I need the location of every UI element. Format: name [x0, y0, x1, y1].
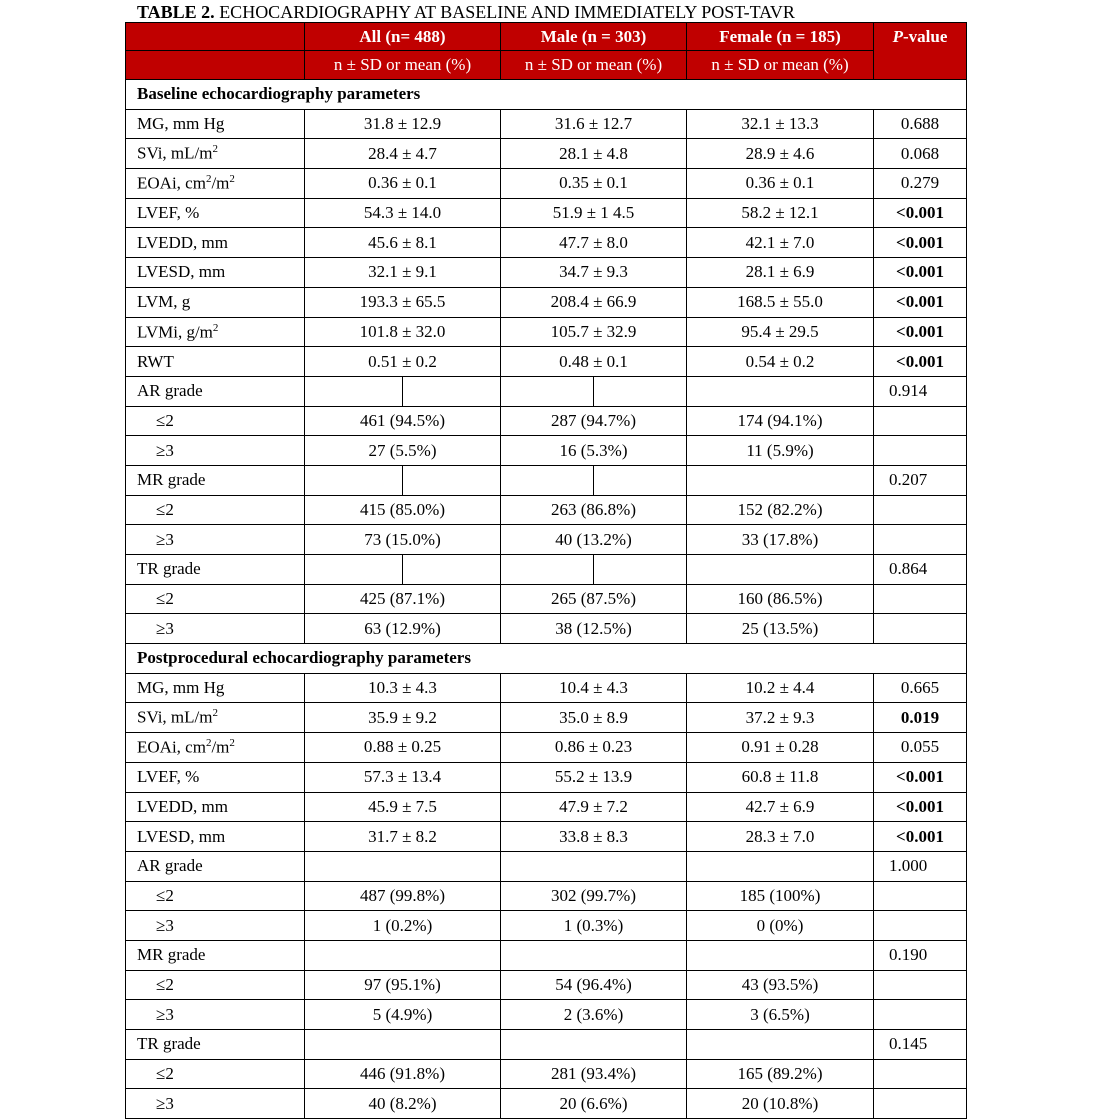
- pvalue-italic: P: [892, 26, 903, 46]
- header-blank: [126, 23, 305, 51]
- subheader-male: n ± SD or mean (%): [501, 51, 687, 80]
- row-label: LVEF, %: [126, 762, 305, 792]
- table-row: [126, 673, 967, 703]
- grade-empty-female: [687, 1030, 874, 1060]
- cell-female: 28.1 ± 6.9: [687, 258, 874, 288]
- grade-empty-female: [687, 465, 874, 495]
- subgrade-row: [126, 970, 967, 1000]
- row-label: LVEF, %: [126, 198, 305, 228]
- grade-empty-male: [501, 465, 687, 495]
- superscript: 2: [229, 173, 235, 186]
- subgrade-label: ≥3: [126, 911, 305, 941]
- cell-pvalue: <0.001: [874, 198, 967, 228]
- cell-male: 35.0 ± 8.9: [501, 703, 687, 733]
- grade-row: [126, 465, 967, 495]
- echocardiography-table: [125, 22, 967, 1119]
- cell-male: 47.7 ± 8.0: [501, 228, 687, 258]
- grade-empty-female: [687, 555, 874, 585]
- split-right: [594, 466, 686, 495]
- row-label: LVM, g: [126, 287, 305, 317]
- cell-male: 287 (94.7%): [501, 406, 687, 436]
- cell-male: 265 (87.5%): [501, 584, 687, 614]
- split-left: [501, 555, 594, 584]
- cell-female: 0.54 ± 0.2: [687, 347, 874, 377]
- cell-male: 208.4 ± 66.9: [501, 287, 687, 317]
- cell-male: 302 (99.7%): [501, 881, 687, 911]
- cell-male: 281 (93.4%): [501, 1059, 687, 1089]
- cell-pvalue: <0.001: [874, 762, 967, 792]
- grade-empty-all: [305, 940, 501, 970]
- subgrade-label: ≤2: [126, 406, 305, 436]
- cell-all: 63 (12.9%): [305, 614, 501, 644]
- cell-pvalue: [874, 881, 967, 911]
- subgrade-label: ≥3: [126, 614, 305, 644]
- cell-all: 35.9 ± 9.2: [305, 703, 501, 733]
- cell-all: 5 (4.9%): [305, 1000, 501, 1030]
- cell-all: 487 (99.8%): [305, 881, 501, 911]
- split-left: [305, 555, 403, 584]
- cell-female: 33 (17.8%): [687, 525, 874, 555]
- cell-male: 55.2 ± 13.9: [501, 762, 687, 792]
- cell-male: 54 (96.4%): [501, 970, 687, 1000]
- row-label: MG, mm Hg: [126, 673, 305, 703]
- subheader-all: n ± SD or mean (%): [305, 51, 501, 80]
- cell-female: 0.91 ± 0.28: [687, 733, 874, 763]
- subheader-row: [126, 51, 967, 80]
- row-label: LVESD, mm: [126, 822, 305, 852]
- cell-all: 73 (15.0%): [305, 525, 501, 555]
- cell-female: 37.2 ± 9.3: [687, 703, 874, 733]
- cell-pvalue: 0.688: [874, 109, 967, 139]
- split-cell: [501, 466, 686, 495]
- section-title: Postprocedural echocardiography parameters: [126, 644, 967, 674]
- cell-female: 43 (93.5%): [687, 970, 874, 1000]
- grade-empty-male: [501, 940, 687, 970]
- cell-pvalue: [874, 614, 967, 644]
- cell-all: 425 (87.1%): [305, 584, 501, 614]
- cell-all: 193.3 ± 65.5: [305, 287, 501, 317]
- cell-pvalue: [874, 525, 967, 555]
- cell-pvalue: <0.001: [874, 347, 967, 377]
- cell-female: 160 (86.5%): [687, 584, 874, 614]
- subgrade-row: [126, 614, 967, 644]
- split-left: [501, 377, 594, 406]
- table-row: [126, 139, 967, 169]
- header-pvalue: [874, 23, 967, 51]
- cell-all: 31.8 ± 12.9: [305, 109, 501, 139]
- grade-pvalue: 0.864: [874, 555, 967, 585]
- cell-male: 31.6 ± 12.7: [501, 109, 687, 139]
- cell-pvalue: 0.068: [874, 139, 967, 169]
- row-label: EOAi, $cm^2/m^2$: [126, 733, 305, 763]
- superscript: 2: [212, 321, 219, 334]
- cell-female: 95.4 ± 29.5: [687, 317, 874, 347]
- cell-pvalue: <0.001: [874, 317, 967, 347]
- table-row: [126, 792, 967, 822]
- cell-pvalue: <0.001: [874, 287, 967, 317]
- cell-male: 2 (3.6%): [501, 1000, 687, 1030]
- table-row: [126, 822, 967, 852]
- table-row: [126, 762, 967, 792]
- split-cell: [305, 555, 500, 584]
- split-right: [594, 377, 686, 406]
- section-title: Baseline echocardiography parameters: [126, 80, 967, 110]
- grade-row: [126, 376, 967, 406]
- pvalue-rest: -value: [903, 26, 948, 46]
- subgrade-label: ≥3: [126, 1089, 305, 1119]
- cell-female: 10.2 ± 4.4: [687, 673, 874, 703]
- grade-row: [126, 851, 967, 881]
- cell-female: 28.3 ± 7.0: [687, 822, 874, 852]
- row-label: LVMi, $g/m^2$: [126, 317, 305, 347]
- cell-female: 25 (13.5%): [687, 614, 874, 644]
- cell-pvalue: 0.055: [874, 733, 967, 763]
- cell-all: 28.4 ± 4.7: [305, 139, 501, 169]
- grade-empty-all: [305, 1030, 501, 1060]
- cell-female: 185 (100%): [687, 881, 874, 911]
- split-cell: [305, 377, 500, 406]
- superscript: 2: [205, 737, 212, 750]
- cell-female: 32.1 ± 13.3: [687, 109, 874, 139]
- cell-all: 0.88 ± 0.25: [305, 733, 501, 763]
- cell-pvalue: [874, 584, 967, 614]
- grade-empty-all: [305, 851, 501, 881]
- cell-pvalue: 0.665: [874, 673, 967, 703]
- cell-all: 0.51 ± 0.2: [305, 347, 501, 377]
- cell-male: 0.35 ± 0.1: [501, 169, 687, 199]
- grade-empty-female: [687, 851, 874, 881]
- cell-female: 165 (89.2%): [687, 1059, 874, 1089]
- cell-all: 32.1 ± 9.1: [305, 258, 501, 288]
- row-label: RWT: [126, 347, 305, 377]
- cell-pvalue: [874, 1000, 967, 1030]
- header-male: Male (n = 303): [501, 23, 687, 51]
- table-row: [126, 258, 967, 288]
- grade-row: [126, 940, 967, 970]
- cell-pvalue: [874, 911, 967, 941]
- cell-male: 40 (13.2%): [501, 525, 687, 555]
- cell-female: 42.1 ± 7.0: [687, 228, 874, 258]
- cell-all: 415 (85.0%): [305, 495, 501, 525]
- cell-female: 0.36 ± 0.1: [687, 169, 874, 199]
- table-row: [126, 109, 967, 139]
- cell-female: 60.8 ± 11.8: [687, 762, 874, 792]
- cell-pvalue: <0.001: [874, 228, 967, 258]
- row-label: LVESD, mm: [126, 258, 305, 288]
- grade-label: AR grade: [126, 376, 305, 406]
- superscript: 2: [212, 143, 218, 156]
- table-body: [126, 80, 967, 1119]
- row-label: EOAi, $cm^2/m^2$: [126, 169, 305, 199]
- cell-pvalue: [874, 1059, 967, 1089]
- section-row: [126, 644, 967, 674]
- cell-all: 1 (0.2%): [305, 911, 501, 941]
- table-row: [126, 317, 967, 347]
- cell-all: 446 (91.8%): [305, 1059, 501, 1089]
- grade-empty-all: [305, 465, 501, 495]
- section-row: [126, 80, 967, 110]
- grade-empty-male: [501, 555, 687, 585]
- cell-male: 10.4 ± 4.3: [501, 673, 687, 703]
- grade-pvalue: 1.000: [874, 851, 967, 881]
- cell-female: 174 (94.1%): [687, 406, 874, 436]
- cell-pvalue: [874, 436, 967, 466]
- grade-pvalue: 0.145: [874, 1030, 967, 1060]
- cell-all: 45.6 ± 8.1: [305, 228, 501, 258]
- cell-male: 34.7 ± 9.3: [501, 258, 687, 288]
- cell-all: 101.8 ± 32.0: [305, 317, 501, 347]
- cell-male: 20 (6.6%): [501, 1089, 687, 1119]
- cell-male: 16 (5.3%): [501, 436, 687, 466]
- subgrade-label: ≤2: [126, 495, 305, 525]
- cell-female: 42.7 ± 6.9: [687, 792, 874, 822]
- grade-label: TR grade: [126, 555, 305, 585]
- split-cell: [501, 555, 686, 584]
- row-label: LVEDD, mm: [126, 792, 305, 822]
- cell-female: 28.9 ± 4.6: [687, 139, 874, 169]
- cell-pvalue: <0.001: [874, 822, 967, 852]
- cell-male: 38 (12.5%): [501, 614, 687, 644]
- grade-empty-female: [687, 376, 874, 406]
- cell-pvalue: <0.001: [874, 792, 967, 822]
- cell-male: 105.7 ± 32.9: [501, 317, 687, 347]
- cell-pvalue: 0.019: [874, 703, 967, 733]
- subgrade-label: ≤2: [126, 881, 305, 911]
- grade-pvalue: 0.207: [874, 465, 967, 495]
- cell-all: 57.3 ± 13.4: [305, 762, 501, 792]
- cell-female: 58.2 ± 12.1: [687, 198, 874, 228]
- subheader-female: n ± SD or mean (%): [687, 51, 874, 80]
- cell-male: 1 (0.3%): [501, 911, 687, 941]
- split-right: [403, 377, 500, 406]
- cell-male: 0.48 ± 0.1: [501, 347, 687, 377]
- row-label: SVi, $mL/m^2$: [126, 703, 305, 733]
- grade-row: [126, 1030, 967, 1060]
- subheader-blank: [126, 51, 305, 80]
- cell-male: 28.1 ± 4.8: [501, 139, 687, 169]
- subgrade-label: ≥3: [126, 525, 305, 555]
- subgrade-row: [126, 436, 967, 466]
- split-cell: [305, 466, 500, 495]
- table-row: [126, 169, 967, 199]
- cell-male: 0.86 ± 0.23: [501, 733, 687, 763]
- subheader-pvalue: [874, 51, 967, 80]
- caption-text: ECHOCARDIOGRAPHY AT BASELINE AND IMMEDIATELY POST-TAVR: [214, 2, 795, 22]
- grade-empty-male: [501, 851, 687, 881]
- cell-all: 97 (95.1%): [305, 970, 501, 1000]
- grade-empty-male: [501, 376, 687, 406]
- subgrade-label: ≤2: [126, 970, 305, 1000]
- subgrade-row: [126, 495, 967, 525]
- cell-all: 54.3 ± 14.0: [305, 198, 501, 228]
- split-right: [403, 466, 500, 495]
- cell-female: 168.5 ± 55.0: [687, 287, 874, 317]
- header-row: [126, 23, 967, 51]
- split-right: [594, 555, 686, 584]
- cell-pvalue: [874, 406, 967, 436]
- table-caption: [137, 2, 795, 22]
- split-left: [501, 466, 594, 495]
- grade-pvalue: 0.190: [874, 940, 967, 970]
- superscript: 2: [229, 737, 235, 750]
- table-row: [126, 733, 967, 763]
- grade-label: MR grade: [126, 940, 305, 970]
- grade-label: TR grade: [126, 1030, 305, 1060]
- subgrade-label: ≥3: [126, 436, 305, 466]
- subgrade-label: ≤2: [126, 584, 305, 614]
- subgrade-row: [126, 406, 967, 436]
- cell-all: 10.3 ± 4.3: [305, 673, 501, 703]
- table-row: [126, 198, 967, 228]
- split-right: [403, 555, 500, 584]
- cell-female: 0 (0%): [687, 911, 874, 941]
- subgrade-label: ≥3: [126, 1000, 305, 1030]
- cell-male: 33.8 ± 8.3: [501, 822, 687, 852]
- row-label: SVi, $mL/m^2$: [126, 139, 305, 169]
- cell-female: 20 (10.8%): [687, 1089, 874, 1119]
- caption-label: TABLE 2.: [137, 2, 215, 22]
- subgrade-row: [126, 1059, 967, 1089]
- subgrade-row: [126, 1000, 967, 1030]
- grade-empty-all: [305, 376, 501, 406]
- cell-pvalue: [874, 970, 967, 1000]
- grade-row: [126, 555, 967, 585]
- header-female: Female (n = 185): [687, 23, 874, 51]
- superscript: 2: [205, 173, 212, 186]
- subgrade-row: [126, 1089, 967, 1119]
- cell-all: 45.9 ± 7.5: [305, 792, 501, 822]
- table-row: [126, 347, 967, 377]
- grade-pvalue: 0.914: [874, 376, 967, 406]
- subgrade-label: ≤2: [126, 1059, 305, 1089]
- table-row: [126, 287, 967, 317]
- subgrade-row: [126, 881, 967, 911]
- cell-all: 27 (5.5%): [305, 436, 501, 466]
- cell-all: 461 (94.5%): [305, 406, 501, 436]
- cell-all: 40 (8.2%): [305, 1089, 501, 1119]
- cell-pvalue: <0.001: [874, 258, 967, 288]
- row-label: MG, mm Hg: [126, 109, 305, 139]
- superscript: 2: [212, 707, 218, 720]
- cell-female: 11 (5.9%): [687, 436, 874, 466]
- grade-empty-all: [305, 555, 501, 585]
- split-cell: [501, 377, 686, 406]
- cell-female: 3 (6.5%): [687, 1000, 874, 1030]
- header-all: All (n= 488): [305, 23, 501, 51]
- cell-male: 263 (86.8%): [501, 495, 687, 525]
- cell-all: 0.36 ± 0.1: [305, 169, 501, 199]
- row-label: LVEDD, mm: [126, 228, 305, 258]
- cell-all: 31.7 ± 8.2: [305, 822, 501, 852]
- subgrade-row: [126, 911, 967, 941]
- subgrade-row: [126, 584, 967, 614]
- grade-empty-male: [501, 1030, 687, 1060]
- grade-label: AR grade: [126, 851, 305, 881]
- cell-pvalue: [874, 1089, 967, 1119]
- table-row: [126, 703, 967, 733]
- table-row: [126, 228, 967, 258]
- cell-male: 47.9 ± 7.2: [501, 792, 687, 822]
- cell-pvalue: [874, 495, 967, 525]
- grade-label: MR grade: [126, 465, 305, 495]
- cell-female: 152 (82.2%): [687, 495, 874, 525]
- subgrade-row: [126, 525, 967, 555]
- grade-empty-female: [687, 940, 874, 970]
- split-left: [305, 466, 403, 495]
- split-left: [305, 377, 403, 406]
- cell-pvalue: 0.279: [874, 169, 967, 199]
- cell-male: 51.9 ± 1 4.5: [501, 198, 687, 228]
